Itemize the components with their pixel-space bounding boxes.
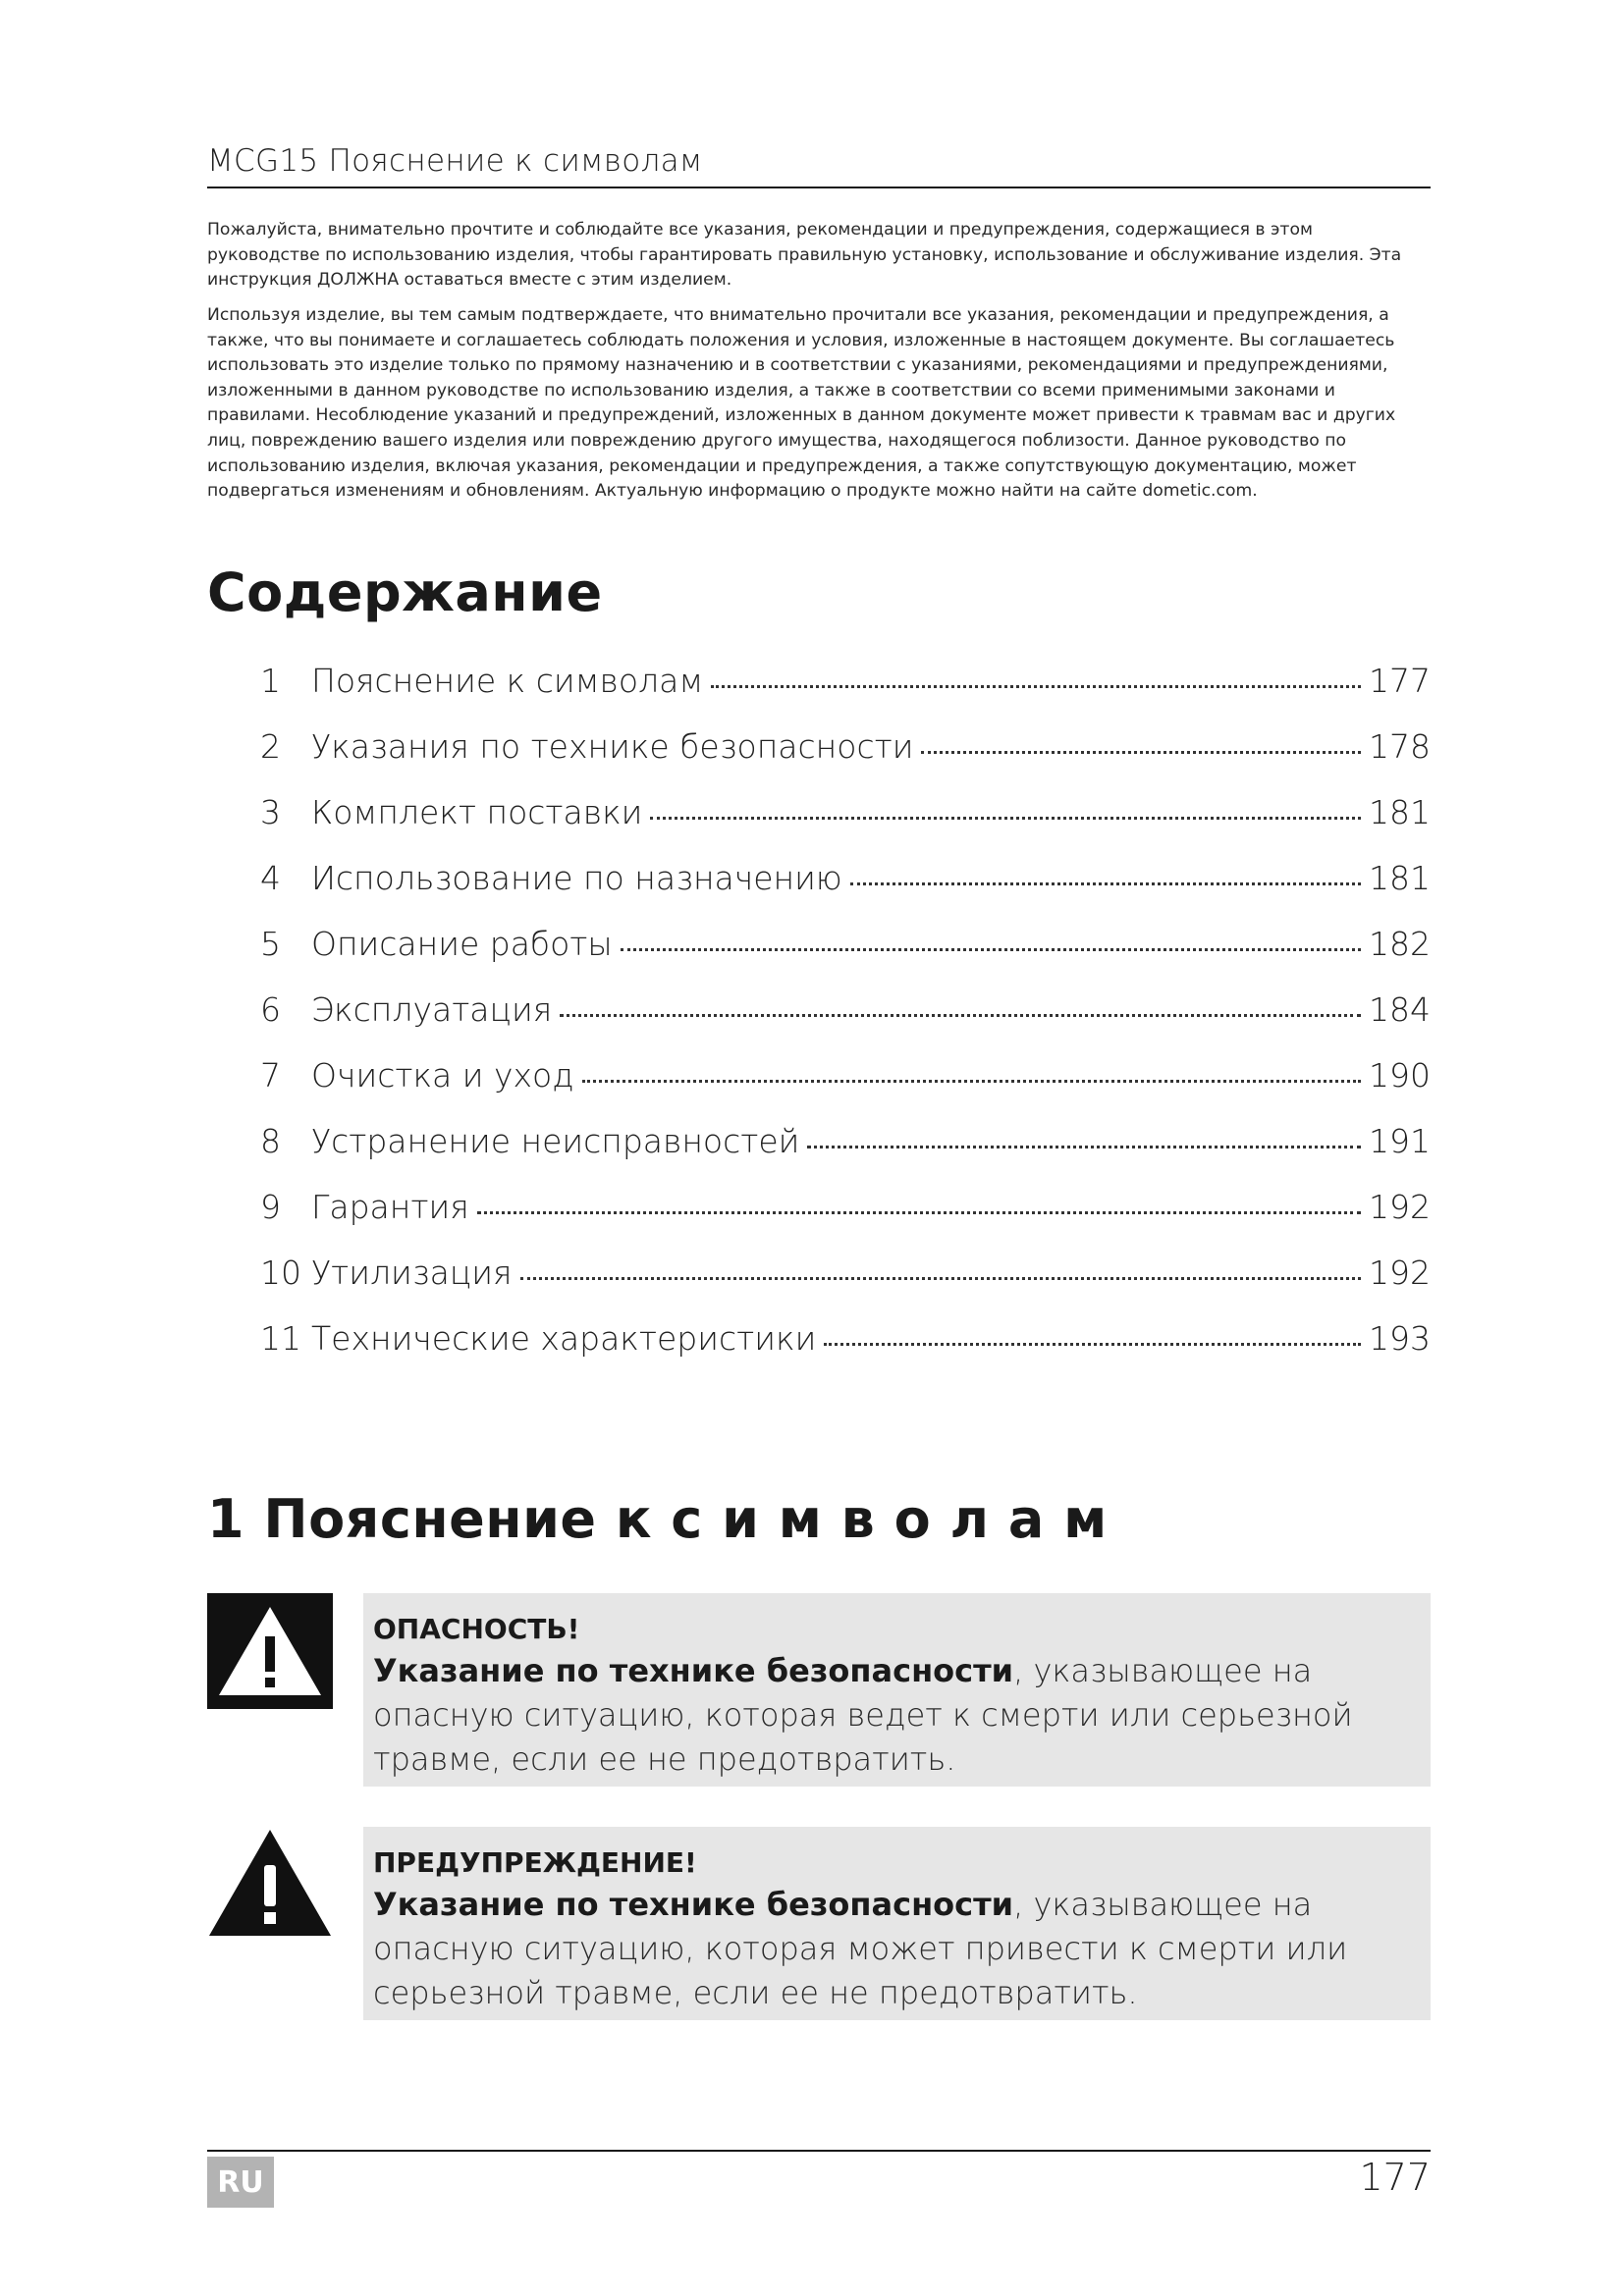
warning-description: , указывающее на опасную ситуацию, которая может привести к смерти или серьезной травме, если ее не предотвратить. xyxy=(373,1886,1348,2011)
toc-leader-dots xyxy=(850,865,1361,885)
toc-entry[interactable] xyxy=(207,1306,1431,1371)
toc-entry[interactable] xyxy=(207,714,1431,779)
section-title: 1 Пояснение к с и м в о л а м xyxy=(207,1488,1108,1550)
toc-entry-page: 178 xyxy=(1369,727,1431,766)
header-title: MCG15 Пояснение к символам xyxy=(207,143,703,179)
toc-entry-number: 6 xyxy=(260,990,281,1029)
warning-notice xyxy=(363,1827,1431,2020)
toc-entry-label: Указания по технике безопасности xyxy=(311,727,921,766)
table-of-contents xyxy=(207,648,1431,1371)
toc-leader-dots xyxy=(824,1325,1361,1346)
toc-entry[interactable] xyxy=(207,911,1431,977)
toc-entry-label: Комплект поставки xyxy=(311,793,650,831)
intro-paragraph-1: Пожалуйста, внимательно прочтите и соблюдайте все указания, рекомендации и предупреждения, содержащиеся в этом руководстве по использованию изделия, чтобы гарантировать правильную установку, использование и обслуживание изделия. Эта инструкция ДОЛЖНА оставаться вместе с этим изделием. xyxy=(207,220,1402,291)
warning-bold-label: Указание по технике безопасности xyxy=(373,1886,1014,1923)
toc-entry-page: 182 xyxy=(1369,925,1431,963)
danger-text xyxy=(373,1649,1421,1782)
footer-divider xyxy=(207,2150,1431,2152)
toc-entry-label: Устранение неисправностей xyxy=(311,1122,807,1160)
toc-entry-page: 181 xyxy=(1369,859,1431,897)
toc-entry-page: 181 xyxy=(1369,793,1431,831)
toc-entry-label: Эксплуатация xyxy=(311,990,560,1029)
toc-leader-dots xyxy=(582,1062,1361,1083)
toc-entry-number: 9 xyxy=(260,1188,281,1226)
toc-leader-dots xyxy=(807,1128,1361,1148)
toc-leader-dots xyxy=(921,733,1361,754)
toc-entry-page: 193 xyxy=(1369,1319,1431,1358)
toc-entry-number: 4 xyxy=(260,859,281,897)
toc-entry-label: Утилизация xyxy=(311,1254,520,1292)
toc-entry-number: 11 xyxy=(260,1319,301,1358)
danger-bold-label: Указание по технике безопасности xyxy=(373,1652,1014,1689)
toc-entry[interactable] xyxy=(207,1240,1431,1306)
toc-entry-page: 192 xyxy=(1369,1254,1431,1292)
toc-entry-label: Использование по назначению xyxy=(311,859,850,897)
danger-description: , указывающее на опасную ситуацию, которая ведет к смерти или серьезной травме, если ее не предотвратить. xyxy=(373,1652,1353,1778)
toc-entry-number: 2 xyxy=(260,727,281,766)
toc-entry-page: 192 xyxy=(1369,1188,1431,1226)
toc-entry-label: Очистка и уход xyxy=(311,1056,582,1095)
toc-leader-dots xyxy=(560,996,1361,1017)
intro-paragraph-2: Используя изделие, вы тем самым подтверждаете, что внимательно прочитали все указания, рекомендации и предупреждения, а также, что вы понимаете и соглашаетесь соблюдать положения и условия, изложенные в настоящем документе. Вы соглашаетесь использовать это изделие только по прямому назначению и в соответствии с указаниями, рекомендациями и предупреждениями, изложенными в данном руководстве по использованию изделия, а также в соответствии со всеми применимыми законами и правилами. Несоблюдение указаний и предупреждений, изложенных в данном документе может привести к травмам вас и других лиц, повреждению вашего изделия или повреждению другого имущества, находящегося поблизости. Данное руководство по использованию изделия, включая указания, рекомендации и предупреждения, а также сопутствующую документацию, может подвергаться изменениям и обновлениям. Актуальную информацию о продукте можно найти на сайте dometic.com. xyxy=(207,305,1396,502)
toc-entry-page: 184 xyxy=(1369,990,1431,1029)
toc-entry[interactable] xyxy=(207,977,1431,1042)
toc-entry-number: 10 xyxy=(260,1254,301,1292)
toc-entry-label: Технические характеристики xyxy=(311,1319,824,1358)
toc-entry-page: 191 xyxy=(1369,1122,1431,1160)
toc-title: Содержание xyxy=(207,561,603,623)
toc-entry[interactable] xyxy=(207,648,1431,714)
toc-leader-dots xyxy=(520,1259,1361,1280)
toc-entry-number: 3 xyxy=(260,793,281,831)
toc-entry-number: 8 xyxy=(260,1122,281,1160)
toc-entry-number: 5 xyxy=(260,925,281,963)
toc-entry[interactable] xyxy=(207,1042,1431,1108)
toc-entry[interactable] xyxy=(207,1108,1431,1174)
warning-heading: ПРЕДУПРЕЖДЕНИЕ! xyxy=(373,1846,697,1879)
danger-notice xyxy=(363,1593,1431,1787)
warning-triangle-icon xyxy=(207,1826,333,1940)
toc-entry-label: Пояснение к символам xyxy=(311,662,711,700)
language-badge: RU xyxy=(207,2157,274,2208)
toc-entry[interactable] xyxy=(207,779,1431,845)
page-header xyxy=(207,139,1431,188)
toc-entry-label: Описание работы xyxy=(311,925,621,963)
danger-warning-icon xyxy=(207,1593,333,1709)
toc-leader-dots xyxy=(711,667,1361,688)
toc-leader-dots xyxy=(621,931,1361,951)
toc-entry-number: 1 xyxy=(260,662,281,700)
toc-entry-number: 7 xyxy=(260,1056,281,1095)
toc-entry[interactable] xyxy=(207,1174,1431,1240)
toc-entry-page: 190 xyxy=(1369,1056,1431,1095)
toc-entry[interactable] xyxy=(207,845,1431,911)
page-number: 177 xyxy=(1359,2156,1431,2199)
toc-leader-dots xyxy=(477,1194,1361,1214)
toc-entry-page: 177 xyxy=(1369,662,1431,700)
toc-leader-dots xyxy=(650,799,1361,820)
warning-text xyxy=(373,1883,1421,2015)
toc-entry-label: Гарантия xyxy=(311,1188,477,1226)
danger-heading: ОПАСНОСТЬ! xyxy=(373,1613,580,1645)
